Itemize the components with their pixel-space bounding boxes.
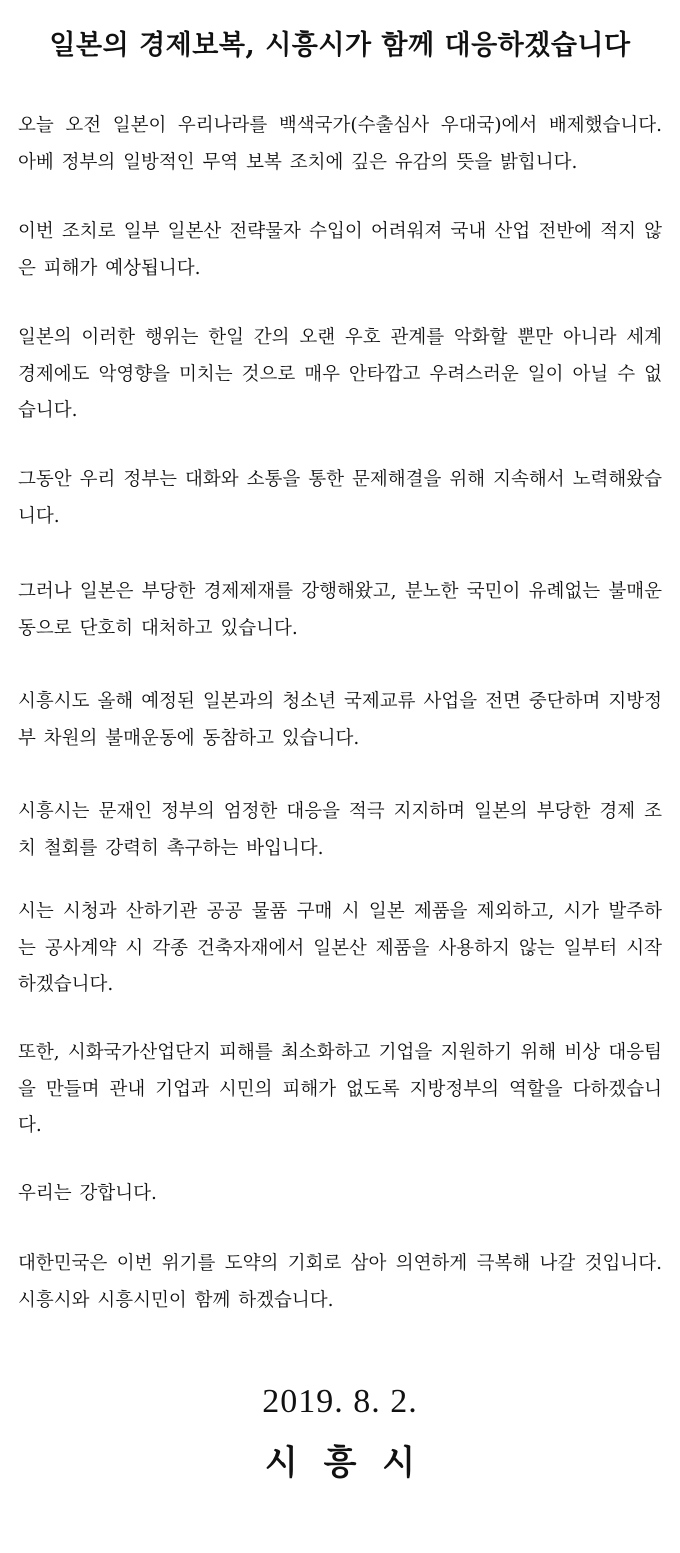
statement-date: 2019. 8. 2.: [262, 1383, 418, 1420]
paragraph-2: 이번 조치로 일부 일본산 전략물자 수입이 어려워져 국내 산업 전반에 적지 않은 피해가 예상됩니다.: [18, 221, 662, 279]
page-title: 일본의 경제보복, 시흥시가 함께 대응하겠습니다: [49, 30, 631, 61]
paragraph-1: 오늘 오전 일본이 우리나라를 백색국가(수출심사 우대국)에서 배제했습니다. 아베 정부의 일방적인 무역 보복 조치에 깊은 유감의 뜻을 밝힙니다.: [18, 115, 662, 173]
paragraph-7: 시흥시는 문재인 정부의 엄정한 대응을 적극 지지하며 일본의 부당한 경제 조치 철회를 강력히 촉구하는 바입니다.: [18, 801, 662, 859]
paragraph-6: 시흥시도 올해 예정된 일본과의 청소년 국제교류 사업을 전면 중단하며 지방정부 차원의 불매운동에 동참하고 있습니다.: [18, 691, 662, 749]
paragraph-4: 그동안 우리 정부는 대화와 소통을 통한 문제해결을 위해 지속해서 노력해왔습니다.: [18, 469, 662, 527]
signature: 시 흥 시: [264, 1443, 416, 1483]
paragraph-11: 대한민국은 이번 위기를 도약의 기회로 삼아 의연하게 극복해 나갈 것입니다. 시흥시와 시흥시민이 함께 하겠습니다.: [18, 1253, 662, 1311]
paragraph-3: 일본의 이러한 행위는 한일 간의 오랜 우호 관계를 악화할 뿐만 아니라 세계 경제에도 악영향을 미치는 것으로 매우 안타깝고 우려스러운 일이 아닐 수 없습니다.: [18, 327, 662, 421]
paragraph-8: 시는 시청과 산하기관 공공 물품 구매 시 일본 제품을 제외하고, 시가 발주하는 공사계약 시 각종 건축자재에서 일본산 제품을 사용하지 않는 일부터 시작하겠습니다.: [18, 901, 662, 995]
paragraph-5: 그러나 일본은 부당한 경제제재를 강행해왔고, 분노한 국민이 유례없는 불매운동으로 단호히 대처하고 있습니다.: [18, 581, 662, 639]
paragraph-9: 또한, 시화국가산업단지 피해를 최소화하고 기업을 지원하기 위해 비상 대응팀을 만들며 관내 기업과 시민의 피해가 없도록 지방정부의 역할을 다하겠습니다.: [18, 1042, 662, 1136]
paragraph-10: 우리는 강합니다.: [18, 1183, 157, 1204]
